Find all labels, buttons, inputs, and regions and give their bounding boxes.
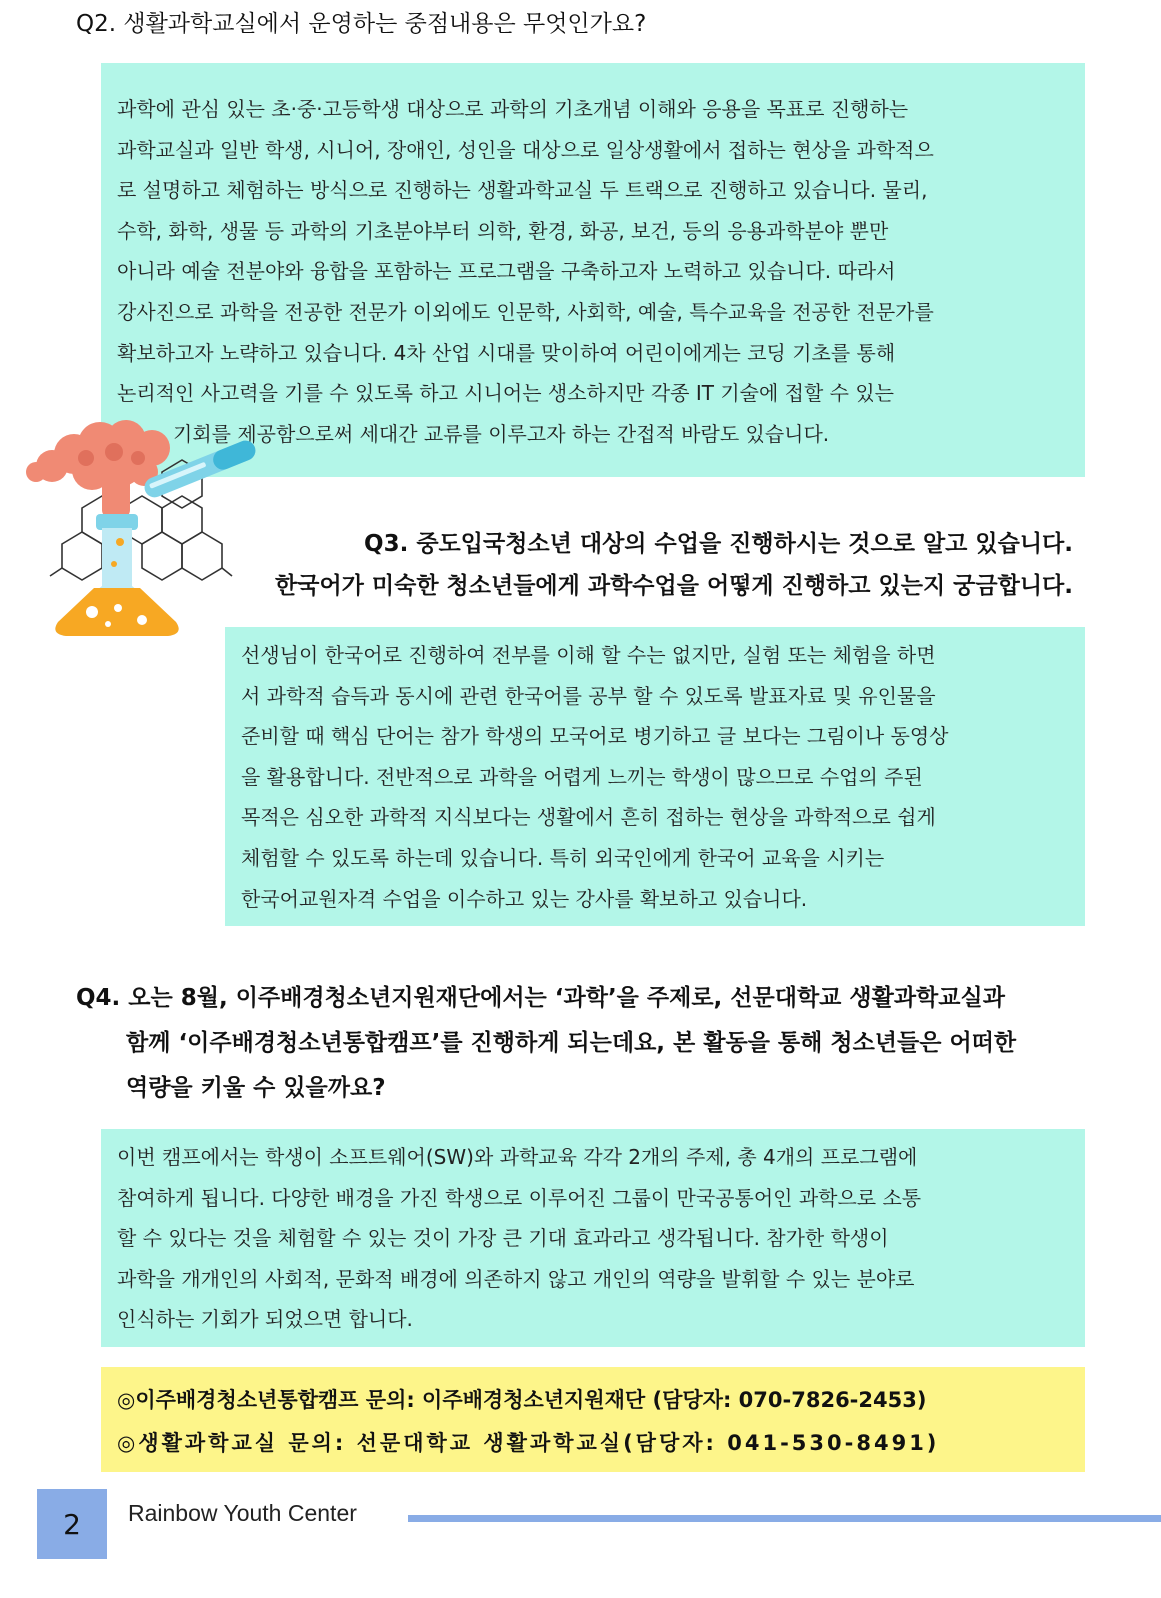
q4-question: [76, 976, 1106, 1111]
q2-answer-line: 과학에 관심 있는 초·중·고등학생 대상으로 과학의 기초개념 이해와 응용을 목표로 진행하는: [117, 97, 909, 121]
science-flask-icon: [22, 418, 267, 653]
q3-answer-line: 선생님이 한국어로 진행하여 전부를 이해 할 수는 없지만, 실험 또는 체험을 하면: [241, 643, 936, 667]
q4-question-line: Q4. 오는 8월, 이주배경청소년지원재단에서는 ‘과학’을 주제로, 선문대학교 생활과학교실과: [76, 985, 1005, 1011]
q3-answer-line: 서 과학적 습득과 동시에 관련 한국어를 공부 할 수 있도록 발표자료 및 유인물을: [241, 683, 936, 708]
q2-answer-line: 확보하고자 노략하고 있습니다. 4차 산업 시대를 맞이하여 어린이에게는 코딩 기초를 통해: [117, 340, 896, 365]
q3-question: [275, 523, 1073, 607]
q2-answer-line: 로 설명하고 체험하는 방식으로 진행하는 생활과학교실 두 트랙으로 진행하고 있습니다. 물리,: [117, 178, 928, 203]
q4-question-line: 역량을 키울 수 있을까요?: [126, 1075, 386, 1101]
q4-answer-box: [101, 1129, 1085, 1347]
q2-answer-box: [101, 63, 1085, 477]
q3-answer-line: 한국어교원자격 수업을 이수하고 있는 강사를 확보하고 있습니다.: [241, 886, 808, 911]
q2-answer-line: 수학, 화학, 생물 등 과학의 기초분야부터 의학, 환경, 화공, 보건, 등의 응용과학분야 뿐만: [117, 218, 889, 243]
q2-answer-line: 기회를 제공함으로써 세대간 교류를 이루고자 하는 간접적 바람도 있습니다.: [173, 421, 830, 446]
q2-answer-line: 강사진으로 과학을 전공한 전문가 이외에도 인문학, 사회학, 예술, 특수교육을 전공한 전문가를: [117, 299, 934, 324]
q3-answer-line: 목적은 심오한 과학적 지식보다는 생활에서 흔히 접하는 현상을 과학적으로 쉽게: [241, 805, 936, 830]
contact-camp: ◎이주배경청소년통합캠프 문의: 이주배경청소년지원재단 (담당자: 070-7826-2453): [117, 1388, 927, 1412]
q3-question-line: 한국어가 미숙한 청소년들에게 과학수업을 어떻게 진행하고 있는지 궁금합니다.: [275, 573, 1073, 599]
q2-question: Q2. 생활과학교실에서 운영하는 중점내용은 무엇인가요?: [76, 11, 647, 37]
q2-answer-line: 과학교실과 일반 학생, 시니어, 장애인, 성인을 대상으로 일상생활에서 접하는 현상을 과학적으: [117, 137, 934, 162]
q3-answer-line: 을 활용합니다. 전반적으로 과학을 어렵게 느끼는 학생이 많으므로 수업의 주된: [241, 764, 923, 789]
q3-answer-line: 체험할 수 있도록 하는데 있습니다. 특히 외국인에게 한국어 교육을 시키는: [241, 845, 885, 870]
q2-answer-line: 논리적인 사고력을 기를 수 있도록 하고 시니어는 생소하지만 각종 IT 기술에 접할 수 있는: [117, 381, 894, 406]
q3-answer-box: [225, 627, 1085, 926]
contact-science-class: ◎생활과학교실 문의: 선문대학교 생활과학교실(담당자: 041-530-8491): [117, 1431, 940, 1455]
q3-question-line: Q3. 중도입국청소년 대상의 수업을 진행하시는 것으로 알고 있습니다.: [364, 531, 1073, 557]
contact-box: [101, 1367, 1085, 1472]
q3-answer-line: 준비할 때 핵심 단어는 참가 학생의 모국어로 병기하고 글 보다는 그림이나 동영상: [241, 724, 949, 749]
q4-answer-line: 과학을 개개인의 사회적, 문화적 배경에 의존하지 않고 개인의 역량을 발휘할 수 있는 분야로: [117, 1266, 915, 1291]
q4-answer-line: 할 수 있다는 것을 체험할 수 있는 것이 가장 큰 기대 효과라고 생각됩니다. 참가한 학생이: [117, 1226, 889, 1251]
publication-name: Rainbow Youth Center: [128, 1500, 357, 1526]
q4-question-line: 함께 ‘이주배경청소년통합캠프’를 진행하게 되는데요, 본 활동을 통해 청소년들은 어떠한: [126, 1030, 1017, 1056]
q4-answer-line: 인식하는 기회가 되었으면 합니다.: [117, 1307, 413, 1332]
q2-answer-line: 아니라 예술 전분야와 융합을 포함하는 프로그램을 구축하고자 노력하고 있습니다. 따라서: [117, 259, 896, 284]
q4-answer-line: 이번 캠프에서는 학생이 소프트웨어(SW)와 과학교육 각각 2개의 주제, 총 4개의 프로그램에: [117, 1145, 918, 1169]
page-number: 2: [37, 1489, 107, 1559]
footer-divider: [408, 1515, 1161, 1522]
q4-answer-line: 참여하게 됩니다. 다양한 배경을 가진 학생으로 이루어진 그룹이 만국공통어인 과학으로 소통: [117, 1185, 922, 1210]
